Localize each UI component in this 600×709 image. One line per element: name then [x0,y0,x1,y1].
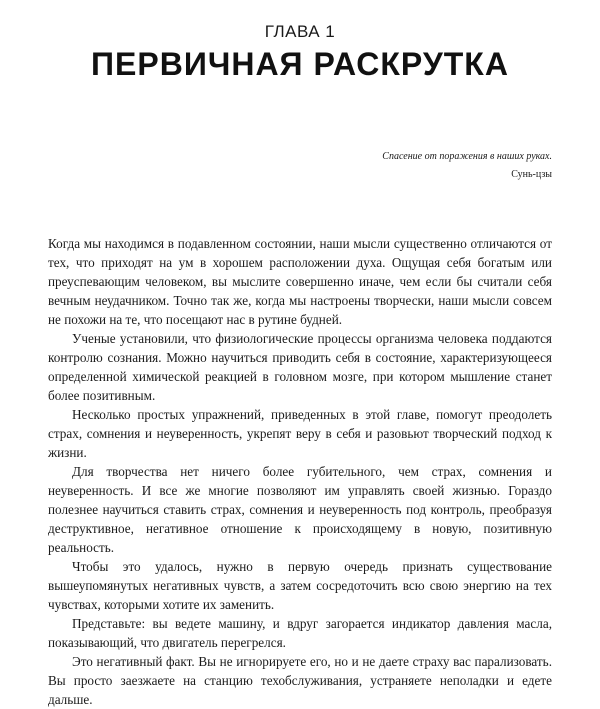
paragraph: Представьте: вы ведете машину, и вдруг загорается индикатор давления масла, показывающий, что двигатель перегрелся. [48,616,552,650]
paragraph: Когда мы находимся в подавленном состоянии, наши мысли существенно отличаются от тех, что приходят на ум в хорошем расположении духа. Ощущая себя богатым или преуспевающим человеком, вы мыслите совершенно иначе, чем если бы считали себя вечным неудачником. Точно так же, когда мы настроены творчески, наши мысли совсем не похожи на те, что посещают нас в рутине будней. [48,236,552,327]
chapter-label: ГЛАВА 1 [264,22,336,41]
epigraph-quote: Спасение от поражения в наших руках. [382,151,552,162]
epigraph-author: Сунь-цзы [511,169,552,180]
paragraph: Это негативный факт. Вы не игнорируете его, но и не даете страху вас парализовать. Вы просто заезжаете на станцию техобслуживания, устраняете неполадки и едете дальше. [48,654,552,707]
paragraph: Для творчества нет ничего более губительного, чем страх, сомнения и неуверенность. И все же многие позволяют им управлять своей жизнью. Гораздо полезнее научиться ставить страх, сомнения и неуверенность под контроль, преобразуя деструктивное, негативное отношение к происходящему в новую, позитивную реальность. [48,464,552,555]
chapter-title: ПЕРВИЧНАЯ РАСКРУТКА [91,46,509,82]
body-text [48,234,552,709]
paragraph: Чтобы это удалось, нужно в первую очередь признать существование вышеупомянутых негативных чувств, а затем сосредоточить всю свою энергию на тех чувствах, которыми хотите их заменить. [48,559,552,612]
epigraph [232,150,552,182]
paragraph: Несколько простых упражнений, приведенных в этой главе, помогут преодолеть страх, сомнения и неуверенность, укрепят веру в себя и разовьют творческий подход к жизни. [48,407,552,460]
paragraph: Ученые установили, что физиологические процессы организма человека поддаются контролю сознания. Можно научиться приводить себя в состояние, характеризующееся определенной химической реакцией в головном мозге, при котором мышление станет более позитивным. [48,331,552,403]
